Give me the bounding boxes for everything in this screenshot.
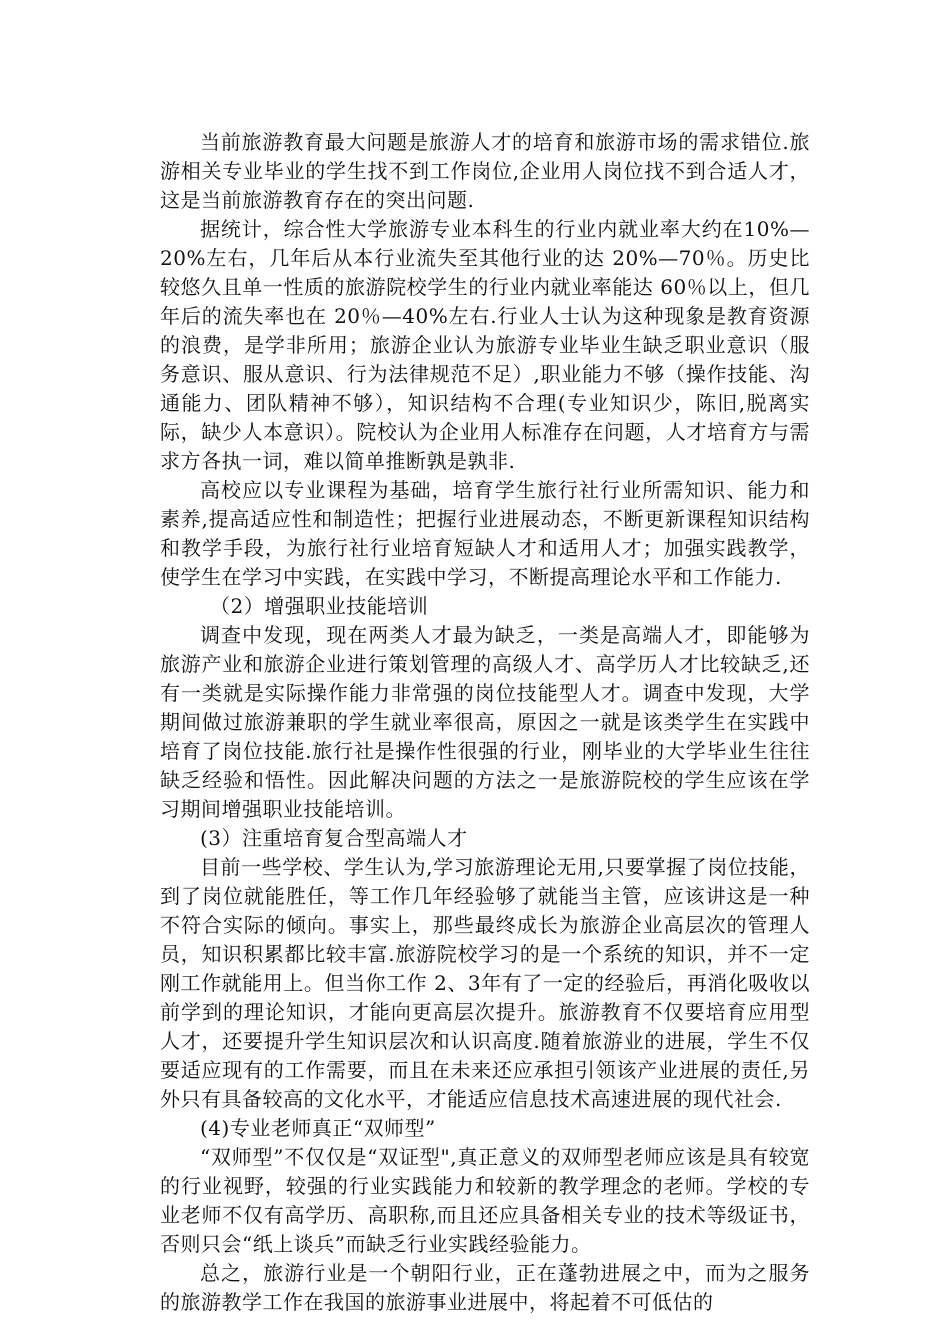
paragraph: 目前一些学校、学生认为,学习旅游理论无用,只要掌握了岗位技能，到了岗位就能胜任，等工作几年经验够了就能当主管，应该讲这是一种不符合实际的倾向。事实上，那些最终成长为旅游企业高层次的管理人员，知识积累都比较丰富.旅游院校学习的是一个系统的知识，并不一定刚工作就能用上。但当你工作 2、3年有了一定的经验后，再消化吸收以前学到的理论知识，才能向更高层次提升。旅游教育不仅要培育应用型人才，还要提升学生知识层次和认识高度.随着旅游业的进展，学生不仅要适应现有的工作需要，而且在未来还应承担引领该产业进展的责任,另外只有具备较高的文化水平，才能适应信息技术高速进展的现代社会. bbox=[160, 855, 810, 1111]
paragraph: 当前旅游教育最大问题是旅游人才的培育和旅游市场的需求错位.旅游相关专业毕业的学生找不到工作岗位,企业用人岗位找不到合适人才，这是当前旅游教育存在的突出问题. bbox=[160, 130, 810, 212]
section-heading: （2）增强职业技能培训 bbox=[210, 594, 429, 618]
document-body bbox=[160, 128, 810, 1317]
paragraph: 据统计，综合性大学旅游专业本科生的行业内就业率大约在10%—20%左右，几年后从本行业流失至其他行业的达 20%—70％。历史比较悠久且单一性质的旅游院校学生的行业内就业率能达 60％以上，但几年后的流失率也在 20％—40%左右.行业人士认为这种现象是教育资源的浪费，是学非所用；旅游企业认为旅游专业毕业生缺乏职业意识（服务意识、服从意识、行为法律规范不足）,职业能力不够（操作技能、沟通能力、团队精神不够），知识结构不合理(专业知识少，陈旧,脱离实际，缺少人本意识）。院校认为企业用人标准存在问题，人才培育方与需求方各执一词，难以简单推断孰是孰非. bbox=[160, 217, 810, 473]
paragraph: 总之，旅游行业是一个朝阳行业，正在蓬勃进展之中，而为之服务的旅游教学工作在我国的旅游事业进展中，将起着不可低估的 bbox=[160, 1261, 810, 1314]
paragraph: 调查中发现，现在两类人才最为缺乏，一类是高端人才，即能够为旅游产业和旅游企业进行策划管理的高级人才、高学历人才比较缺乏,还有一类就是实际操作能力非常强的岗位技能型人才。调查中发现，大学期间做过旅游兼职的学生就业率很高，原因之一就是该类学生在实践中培育了岗位技能.旅行社是操作性很强的行业，刚毕业的大学毕业生往往缺乏经验和悟性。因此解决问题的方法之一是旅游院校的学生应该在学习期间增强职业技能培训。 bbox=[160, 623, 810, 821]
section-heading: (4)专业老师真正“双师型” bbox=[200, 1116, 436, 1140]
paragraph: “双师型”不仅仅是“双证型",真正意义的双师型老师应该是具有较宽的行业视野，较强的行业实践能力和较新的教学理念的老师。学校的专业老师不仅有高学历、高职称,而且还应具备相关专业的技术等级证书，否则只会“纸上谈兵”而缺乏行业实践经验能力。 bbox=[160, 1145, 810, 1256]
paragraph: 高校应以专业课程为基础，培育学生旅行社行业所需知识、能力和素养,提高适应性和制造性；把握行业进展动态，不断更新课程知识结构和教学手段，为旅行社行业培育短缺人才和适用人才；加强实践教学，使学生在学习中实践，在实践中学习，不断提高理论水平和工作能力. bbox=[160, 478, 810, 589]
section-heading: (3）注重培育复合型高端人才 bbox=[200, 826, 468, 850]
